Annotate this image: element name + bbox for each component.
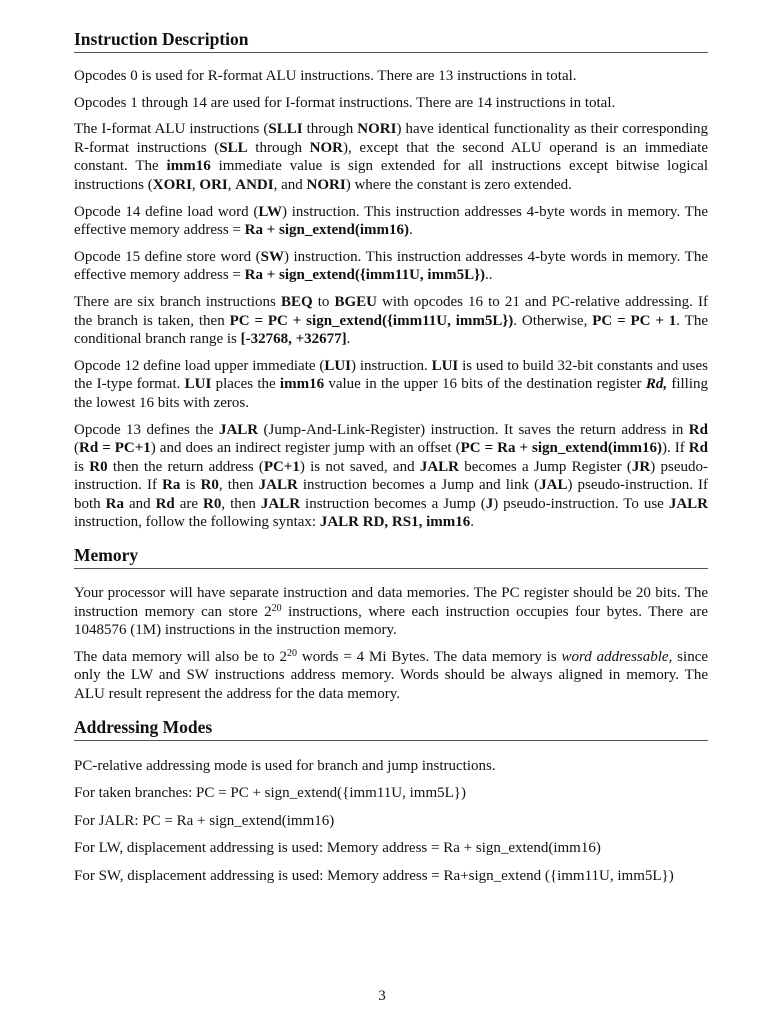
paragraph: Opcode 14 define load word (LW) instruction. This instruction addresses 4-byte words in memory. The effective memory address = Ra + sign_extend(imm16). [74,203,708,239]
section-heading: Addressing Modes [74,716,708,741]
paragraph: Opcode 15 define store word (SW) instruction. This instruction addresses 4-byte words in memory. The effective memory address = Ra + sign_extend({imm11U, imm5L}).. [74,248,708,284]
paragraph: The I-format ALU instructions (SLLI through NORI) have identical functionality as their corresponding R-format instructions (SLL through NOR), except that the second ALU operand is an immediate constant. The imm16 immediate value is sign extended for all instructions except bitwise logical instructions (XORI, ORI, ANDI, and NORI) where the constant is zero extended. [74,121,709,193]
paragraph: Opcode 13 defines the JALR (Jump-And-Link-Register) instruction. It saves the return address in Rd (Rd = PC+1) and does an indirect register jump with an offset (PC = Ra + sign_extend(imm16)). If Rd is R0 then the return address (PC+1) is not saved, and JALR becomes a Jump Register (JR) pseudo-instruction. If Ra is R0, then JALR instruction becomes a Jump and link (JAL) pseudo-instruction. If both Ra and Rd are R0, then JALR instruction becomes a Jump (J) pseudo-instruction. To use JALR instruction, follow the following syntax: JALR RD, RS1, imm16. [74,421,709,531]
paragraph: For SW, displacement addressing is used: Memory address = Ra+sign_extend ({imm11U, imm5L}) [74,868,674,884]
paragraph: PC-relative addressing mode is used for branch and jump instructions. [74,757,496,774]
paragraph: For LW, displacement addressing is used: Memory address = Ra + sign_extend(imm16) [74,840,601,857]
paragraph: There are six branch instructions BEQ to BGEU with opcodes 16 to 21 and PC-relative addressing. If the branch is taken, then PC = PC + sign_extend({imm11U, imm5L}). Otherwise, PC = PC + 1. The conditional branch range is [-32768, +32677]. [74,293,708,348]
paragraph: For taken branches: PC = PC + sign_extend({imm11U, imm5L}) [74,785,466,802]
section-addressing-modes [74,716,708,886]
section-memory [74,544,708,704]
page-number: 3 [378,988,386,1004]
section-instruction-description [74,28,708,532]
paragraph: Opcodes 1 through 14 are used for I-format instructions. There are 14 instructions in total. [74,94,616,111]
paragraph: For JALR: PC = Ra + sign_extend(imm16) [74,812,335,829]
section-heading: Memory [74,544,708,569]
document-page [74,28,708,895]
paragraph: The data memory will also be to $2^{20}$ words = 4 Mi Bytes. The data memory is word addressable, since only the LW and SW instructions address memory. Words should be always aligned in memory. The ALU result represent the address for the data memory. [74,647,709,703]
paragraph: Opcodes 0 is used for R-format ALU instructions. There are 13 instructions in total. [74,68,577,84]
paragraph: Your processor will have separate instruction and data memories. The PC register should be 20 bits. The instruction memory can store $2^{20}$ instructions, where each instruction occupies four bytes. There are 1048576 (1M) instructions in the instruction memory. [74,585,708,639]
paragraph: Opcode 12 define load upper immediate (LUI) instruction. LUI is used to build 32-bit constants and uses the I-type format. LUI places the imm16 value in the upper 16 bits of the destination register Rd, filling the lowest 16 bits with zeros. [74,357,708,411]
section-heading: Instruction Description [74,28,708,53]
